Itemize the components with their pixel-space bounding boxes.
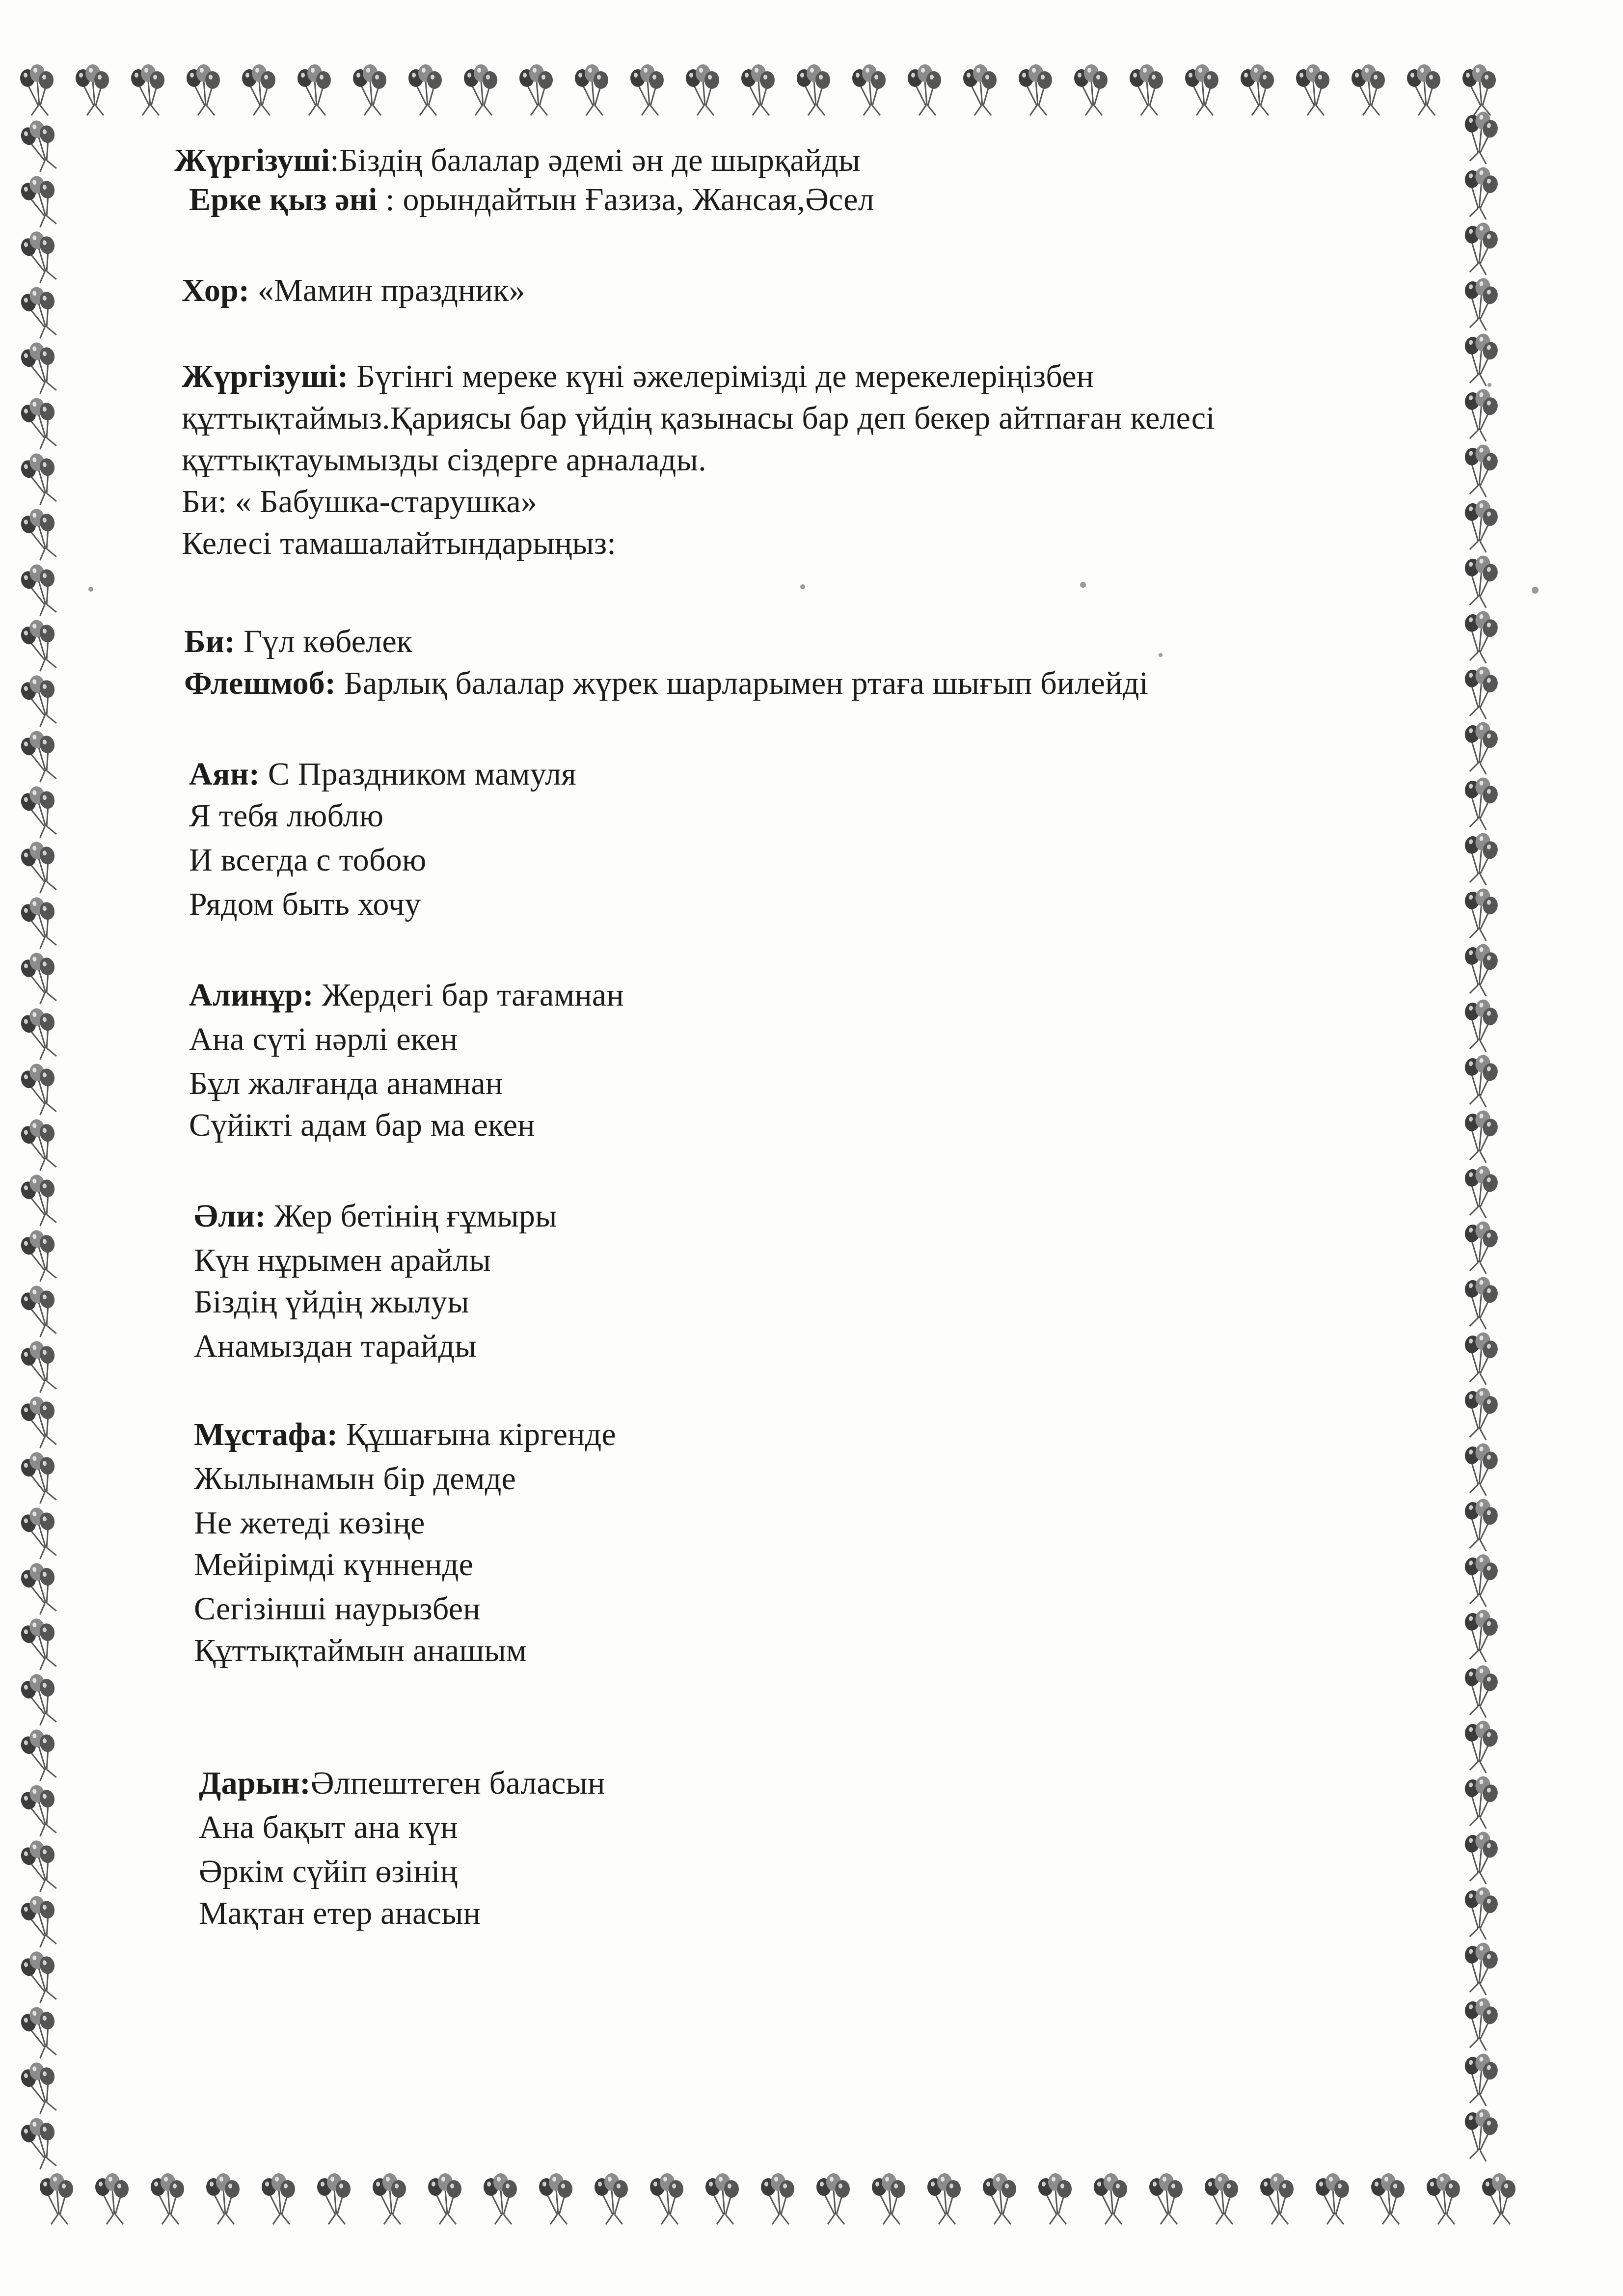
line-text: И всегда с тобою (189, 842, 427, 878)
speaker-line (184, 622, 412, 661)
text-line (194, 1589, 481, 1629)
text-line (189, 796, 383, 836)
line-text: Сегізінші наурызбен (194, 1591, 481, 1627)
line-text: Не жетеді көзіңе (194, 1505, 425, 1541)
text-line (199, 1808, 458, 1847)
text-line (199, 1894, 481, 1933)
text-line (194, 1241, 491, 1280)
text-line (194, 1327, 477, 1366)
speaker-line (189, 976, 624, 1015)
scan-speck (1159, 653, 1163, 657)
line-text: Жердегі бар тағамнан (313, 977, 624, 1013)
speaker-name: Әли: (194, 1198, 266, 1234)
speaker-line (182, 357, 1094, 396)
line-text: Я тебя люблю (189, 798, 384, 834)
text-line (189, 841, 426, 880)
line-text: Анамыздан тарайды (194, 1328, 477, 1364)
scan-speck (1532, 587, 1539, 594)
speaker-name: Мұстафа: (194, 1417, 338, 1452)
text-line (189, 1020, 458, 1059)
line-text: Ана бақыт ана күн (199, 1809, 458, 1845)
line-text: құттықтаймыз.Қариясы бар үйдің қазынасы бар деп бекер айтпаған келесі (182, 400, 1215, 436)
line-text: Гүл көбелек (235, 624, 413, 659)
speaker-name: Жүргізуші (174, 142, 330, 178)
line-text: :Біздің балалар әдемі ән де шырқайды (330, 142, 861, 178)
line-text: құттықтауымызды сіздерге арналады. (182, 442, 706, 478)
speaker-line (189, 180, 874, 219)
scan-speck (1080, 582, 1086, 588)
speaker-name: Хор: (182, 273, 250, 308)
line-text: Би: « Бабушка-старушка» (182, 484, 538, 519)
speaker-name: Флешмоб: (184, 665, 336, 701)
line-text: С Праздником мамуля (260, 756, 576, 792)
scan-speck (88, 587, 93, 592)
text-line (199, 1852, 458, 1891)
speaker-name: Дарын: (199, 1765, 311, 1801)
line-text: «Мамин праздник» (249, 273, 525, 308)
speaker-line (184, 664, 1148, 703)
speaker-name: Аян: (189, 756, 260, 792)
line-text: Құттықтаймын анашым (194, 1633, 527, 1668)
text-line (194, 1631, 527, 1670)
speaker-name: Жүргізуші: (182, 358, 349, 394)
line-text: Бүгінгі мереке күні әжелерімізді де мерекелеріңізбен (348, 358, 1094, 394)
text-line (194, 1545, 473, 1585)
speaker-line (194, 1415, 616, 1454)
speaker-name: Ерке қыз әні (189, 182, 378, 218)
scan-speck (800, 584, 805, 589)
line-text: Құшағына кіргенде (338, 1417, 616, 1452)
speaker-line (189, 755, 576, 794)
text-line (182, 399, 1215, 438)
line-text: Жер бетінің ғұмыры (266, 1198, 557, 1234)
text-line (194, 1503, 425, 1543)
text-line (189, 885, 421, 924)
line-text: Ана сүті нәрлі екен (189, 1021, 458, 1057)
line-text: Күн нұрымен арайлы (194, 1242, 491, 1278)
line-text: Бұл жалғанда анамнан (189, 1066, 503, 1101)
text-line (194, 1283, 469, 1322)
line-text: Мейірімді күнненде (194, 1547, 474, 1583)
line-text: Барлық балалар жүрек шарларымен ртаға шығып билейді (336, 665, 1149, 701)
text-line (182, 482, 537, 521)
scan-speck (1488, 383, 1491, 387)
line-text: Жылынамын бір демде (194, 1461, 516, 1497)
text-line (194, 1459, 516, 1499)
speaker-line (182, 271, 525, 310)
line-text: Әркім сүйіп өзінің (199, 1854, 458, 1889)
text-line (189, 1064, 503, 1103)
line-text: Біздің үйдің жылуы (194, 1284, 469, 1320)
text-line (189, 1106, 535, 1145)
text-line (182, 440, 706, 480)
line-text: : орындайтын Ғазиза, Жансая,Әсел (377, 182, 874, 218)
text-line (182, 524, 616, 563)
line-text: Әлпештеген баласын (310, 1765, 605, 1801)
speaker-name: Алинұр: (189, 977, 314, 1013)
line-text: Келесі тамашалайтындарыңыз: (182, 525, 616, 561)
speaker-line (174, 141, 861, 180)
speaker-name: Би: (184, 624, 236, 659)
line-text: Сүйікті адам бар ма екен (189, 1107, 535, 1143)
speaker-line (194, 1197, 557, 1236)
speaker-line (199, 1764, 605, 1803)
line-text: Мақтан етер анасын (199, 1895, 481, 1931)
line-text: Рядом быть хочу (189, 886, 421, 922)
